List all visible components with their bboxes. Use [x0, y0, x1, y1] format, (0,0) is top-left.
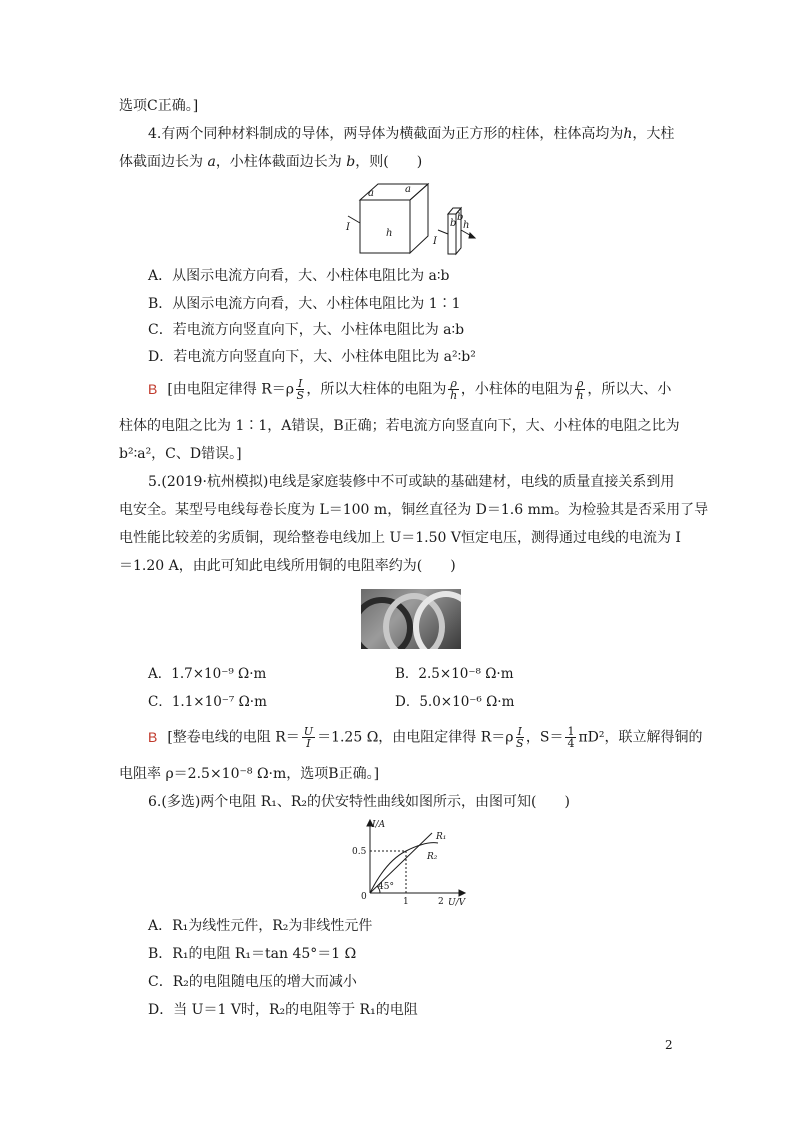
label-current: I — [346, 222, 350, 233]
x-axis-label: U/V — [448, 898, 466, 908]
answer-label: B — [148, 728, 158, 745]
question-4-stem-cont: 体截面边长为 a，小柱体截面边长为 b，则( ) — [119, 154, 423, 170]
option-b: B．从图示电流方向看，大、小柱体电阻比为 1∶1 — [148, 296, 461, 312]
label-h: h — [463, 220, 470, 231]
x-tick-label: 2 — [438, 897, 444, 907]
option-a: A．1.7×10⁻⁹ Ω·m — [148, 666, 267, 682]
fraction: $\frac{U}{I}$ — [303, 725, 314, 750]
answer-label: B — [148, 380, 158, 397]
series-label-r2: R₂ — [427, 852, 438, 862]
answer-4-cont: 柱体的电阻之比为 1∶1，A错误，B正确；若电流方向竖直向下，大、小柱体的电阻之比为 — [119, 418, 680, 434]
fraction: $\frac{\rho}{h}$ — [576, 377, 584, 402]
series-label-r1: R₁ — [436, 832, 447, 842]
fraction: $\frac{I}{S}$ — [296, 377, 304, 402]
option-d: D．若电流方向竖直向下，大、小柱体电阻比为 a²∶b² — [148, 349, 476, 365]
question-5-stem-cont: ＝1.20 A，由此可知此电线所用铜的电阻率约为( ) — [119, 558, 456, 574]
answer-5: B [整卷电线的电阻 R＝ $\frac{U}{I}$ ＝1.25 Ω，由电阻定律得 R＝ρ $\frac{I}{S}$ ，S＝ $\frac{1}{4}$ πD²，联立解得铜的 — [148, 725, 703, 750]
label-a: a — [368, 188, 374, 199]
label-h: h — [386, 228, 393, 239]
option-b: B．2.5×10⁻⁸ Ω·m — [395, 666, 514, 682]
wire-coils-photo — [361, 589, 461, 649]
x-tick-label: 1 — [403, 897, 409, 907]
option-b: B．R₁的电阻 R₁＝tan 45°＝1 Ω — [148, 946, 357, 962]
question-5-stem-cont: 电安全。某型号电线每卷长度为 L＝100 m，铜丝直径为 D＝1.6 mm。为检验其是否采用了导 — [119, 502, 709, 518]
answer-5-cont: 电阻率 ρ＝2.5×10⁻⁸ Ω·m，选项B正确。] — [119, 766, 380, 782]
question-4-stem: 4.有两个同种材料制成的导体，两导体为横截面为正方形的柱体，柱体高均为h，大柱 — [148, 126, 675, 142]
option-d: D．5.0×10⁻⁶ Ω·m — [395, 694, 515, 710]
iv-graph — [350, 815, 480, 910]
option-d: D．当 U＝1 V时，R₂的电阻等于 R₁的电阻 — [148, 1002, 418, 1018]
fraction: $\frac{\rho}{h}$ — [450, 377, 458, 402]
fraction: $\frac{1}{4}$ — [567, 725, 575, 750]
option-c: C．R₂的电阻随电压的增大而减小 — [148, 974, 357, 990]
answer-4-cont: b²∶a²，C、D错误。] — [119, 446, 242, 462]
origin-label: 0 — [361, 892, 367, 902]
fraction: $\frac{I}{S}$ — [515, 725, 524, 750]
page-number: 2 — [665, 1038, 673, 1052]
y-axis-label: I/A — [372, 820, 386, 830]
option-c: C．若电流方向竖直向下，大、小柱体电阻比为 a∶b — [148, 322, 465, 338]
option-a: A．R₁为线性元件，R₂为非线性元件 — [148, 918, 373, 934]
answer-4: B [由电阻定律得 R＝ρ $\frac{I}{S}$ ，所以大柱体的电阻为 $\frac{\rho}{h}$ ，小柱体的电阻为 $\frac{\rho}{h}$ ，所以大、小 — [148, 377, 672, 402]
question-6-stem: 6.(多选)两个电阻 R₁、R₂的伏安特性曲线如图所示，由图可知( ) — [148, 794, 570, 810]
option-c: C．1.1×10⁻⁷ Ω·m — [148, 694, 267, 710]
y-tick-label: 0.5 — [352, 847, 367, 857]
label-current: I — [433, 236, 437, 247]
question-5-stem-cont: 电性能比较差的劣质铜，现给整卷电线加上 U＝1.50 V恒定电压，测得通过电线的电流为 I — [119, 530, 681, 546]
label-a: a — [405, 184, 411, 195]
question-5-stem: 5.(2019·杭州模拟)电线是家庭装修中不可或缺的基础建材，电线的质量直接关系到用 — [148, 474, 675, 490]
label-b: b — [450, 218, 457, 229]
conductor-figure — [340, 178, 510, 258]
text-line: 选项C正确。] — [119, 98, 199, 114]
angle-label: 45° — [378, 882, 394, 892]
label-b: b — [457, 212, 464, 223]
option-a: A．从图示电流方向看，大、小柱体电阻比为 a∶b — [148, 268, 450, 284]
